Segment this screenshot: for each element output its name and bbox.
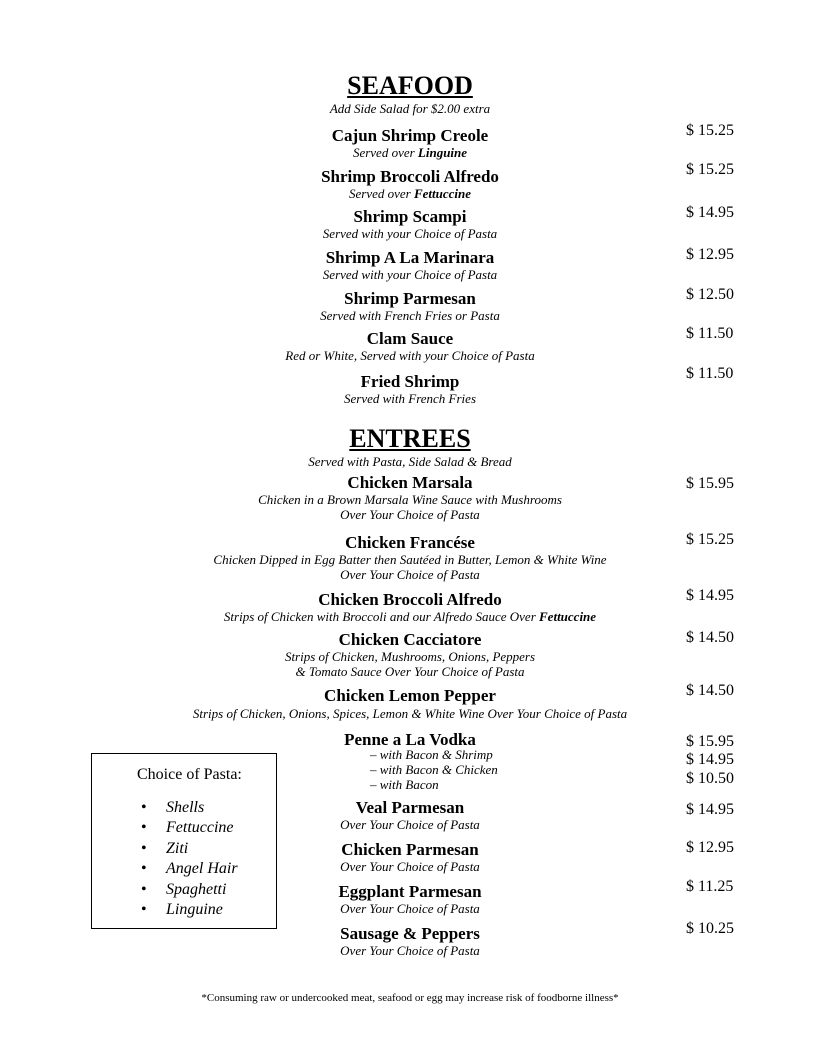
entrees-title: ENTREES (349, 424, 471, 453)
item-price: $ 15.25 (686, 531, 734, 548)
menu-item (120, 167, 700, 201)
pasta-list-item: • Fettuccine (141, 818, 238, 838)
item-desc: Served with your Choice of Pasta (322, 226, 498, 241)
menu-item (120, 686, 700, 721)
item-price: $ 11.50 (686, 325, 734, 342)
menu-item (120, 630, 700, 679)
item-desc: Over Your Choice of Pasta (340, 859, 480, 874)
menu-item (120, 126, 700, 160)
menu-item (120, 473, 700, 522)
menu-item (120, 329, 700, 363)
item-name: Clam Sauce (366, 329, 454, 348)
item-name: Shrimp Parmesan (344, 289, 476, 308)
pasta-choice-box (91, 753, 277, 929)
bullet-icon: • (141, 839, 147, 857)
item-price: $ 14.95 (686, 204, 734, 221)
item-price: $ 12.95 (686, 839, 734, 856)
item-desc: Strips of Chicken, Mushrooms, Onions, Peppers (284, 649, 536, 664)
item-price: $ 15.95 (686, 733, 734, 750)
item-desc: Served over Fettuccine (348, 186, 471, 201)
item-price: $ 14.95 (686, 751, 734, 768)
item-name: Penne a La Vodka (344, 730, 476, 749)
pasta-list-item: • Spaghetti (141, 880, 238, 900)
item-price: $ 14.50 (686, 629, 734, 646)
item-price: $ 15.25 (686, 161, 734, 178)
item-price: $ 14.50 (686, 682, 734, 699)
item-option: – with Bacon (370, 777, 439, 792)
item-price: $ 10.25 (686, 920, 734, 937)
item-desc: Strips of Chicken, Onions, Spices, Lemon & White Wine Over Your Choice of Pasta (192, 706, 628, 721)
item-desc: Served over Linguine (352, 145, 468, 160)
menu-item (160, 924, 660, 958)
item-desc: Served with French Fries or Pasta (320, 308, 500, 323)
item-name: Veal Parmesan (355, 798, 465, 817)
item-name: Eggplant Parmesan (338, 882, 482, 901)
item-name: Cajun Shrimp Creole (331, 126, 489, 145)
seafood-note: Add Side Salad for $2.00 extra (329, 101, 491, 116)
item-name: Chicken Lemon Pepper (324, 686, 496, 705)
item-desc: Chicken in a Brown Marsala Wine Sauce with Mushrooms (258, 492, 562, 507)
item-name: Chicken Marsala (347, 473, 473, 492)
item-price: $ 11.25 (686, 878, 734, 895)
item-desc: Strips of Chicken with Broccoli and our Alfredo Sauce Over Fettuccine (223, 609, 597, 624)
item-desc: Served with your Choice of Pasta (322, 267, 498, 282)
item-desc: Over Your Choice of Pasta (340, 943, 480, 958)
item-price: $ 10.50 (686, 770, 734, 787)
entrees-section-header (120, 424, 700, 469)
pasta-list-item: • Angel Hair (141, 859, 238, 879)
bullet-icon: • (141, 799, 147, 816)
item-desc: Chicken Dipped in Egg Batter then Sautéed in Butter, Lemon & White Wine (213, 552, 607, 567)
item-name: Sausage & Peppers (340, 924, 480, 943)
item-price: $ 12.50 (686, 286, 734, 303)
menu-item (120, 372, 700, 406)
item-desc: & Tomato Sauce Over Your Choice of Pasta (295, 664, 525, 679)
bullet-icon: • (141, 901, 147, 919)
menu-item (120, 590, 700, 624)
bullet-icon: • (141, 880, 147, 898)
pasta-list-item: • Shells (141, 798, 238, 818)
menu-item (120, 248, 700, 282)
food-safety-disclaimer: *Consuming raw or undercooked meat, seafood or egg may increase risk of foodborne illness* (201, 992, 619, 1004)
item-price: $ 14.95 (686, 801, 734, 818)
pasta-list-item: • Ziti (141, 839, 238, 859)
pasta-list-item: • Linguine (141, 900, 238, 920)
menu-item (120, 289, 700, 323)
item-desc: Over Your Choice of Pasta (340, 817, 480, 832)
item-price: $ 15.95 (686, 475, 734, 492)
seafood-section-header (120, 71, 700, 116)
item-price: $ 15.25 (686, 122, 734, 139)
item-name: Shrimp A La Marinara (325, 248, 495, 267)
item-price: $ 12.95 (686, 246, 734, 263)
bullet-icon: • (141, 860, 147, 878)
item-name: Chicken Parmesan (341, 840, 479, 859)
item-name: Fried Shrimp (360, 372, 460, 391)
item-desc: Over Your Choice of Pasta (340, 507, 480, 522)
item-desc: Served with French Fries (343, 391, 476, 406)
item-price: $ 11.50 (686, 365, 734, 382)
menu-item (120, 207, 700, 241)
item-option: – with Bacon & Chicken (370, 762, 498, 777)
item-price: $ 14.95 (686, 587, 734, 604)
menu-item (120, 533, 700, 582)
item-desc: Red or White, Served with your Choice of Pasta (285, 348, 535, 363)
item-name: Shrimp Scampi (353, 207, 467, 226)
item-name: Chicken Francése (345, 533, 475, 552)
item-name: Chicken Broccoli Alfredo (318, 590, 502, 609)
seafood-title: SEAFOOD (347, 71, 473, 100)
pasta-box-title: Choice of Pasta: (137, 766, 242, 783)
item-name: Shrimp Broccoli Alfredo (321, 167, 499, 186)
bullet-icon: • (141, 819, 147, 837)
item-name: Chicken Cacciatore (338, 630, 482, 649)
item-option: – with Bacon & Shrimp (370, 747, 493, 762)
item-desc: Over Your Choice of Pasta (340, 901, 480, 916)
pasta-list (141, 798, 238, 920)
entrees-note: Served with Pasta, Side Salad & Bread (308, 454, 512, 469)
item-desc: Over Your Choice of Pasta (340, 567, 480, 582)
